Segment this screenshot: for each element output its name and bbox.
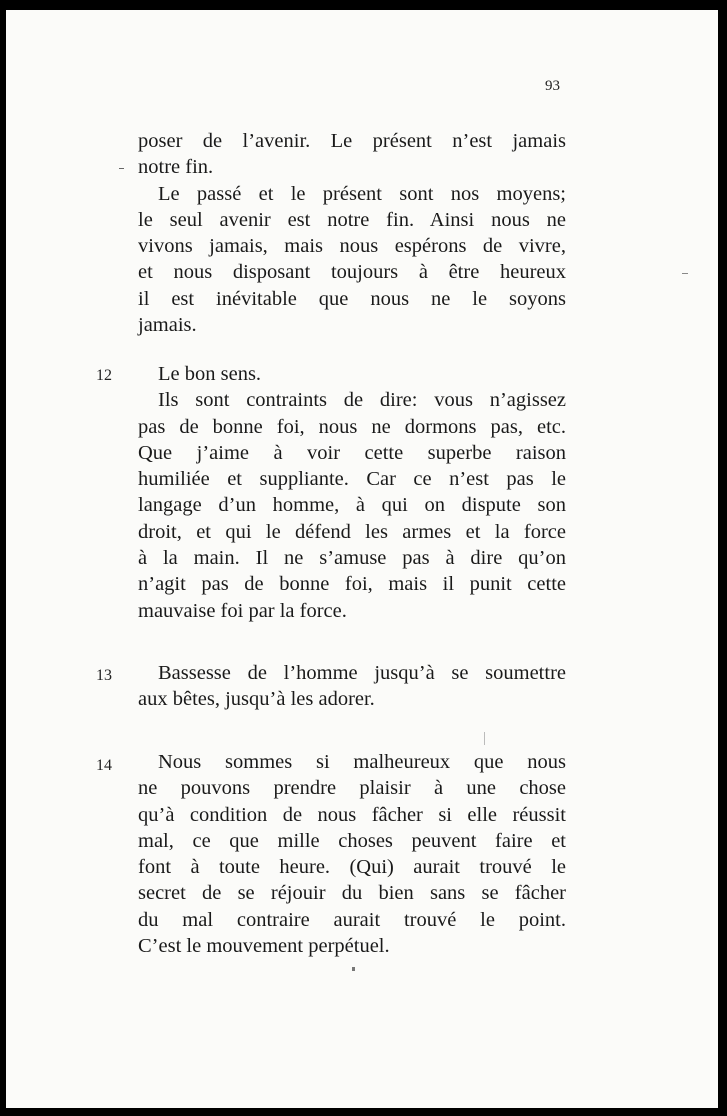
text-line: droit, et qui le défend les armes et la force — [138, 520, 566, 543]
text-line: Le bon sens. — [158, 363, 262, 385]
text-line: vivons jamais, mais nous espérons de vivre, — [138, 235, 566, 258]
intro-paragraph — [138, 128, 566, 338]
fragment-number: 13 — [96, 667, 112, 684]
text-line: notre fin. — [138, 156, 214, 179]
text-line: langage d’un homme, à qui on dispute son — [138, 494, 566, 517]
text-line: du mal contraire aurait trouvé le point. — [138, 908, 566, 931]
text-line: il est inévitable que nous ne le soyons — [138, 287, 566, 310]
fragment-14 — [138, 749, 566, 959]
tick-mark — [484, 732, 485, 745]
text-line: jamais. — [138, 314, 197, 337]
text-line: ne pouvons prendre plaisir à une chose — [138, 777, 566, 800]
text-line: Nous sommes si malheureux que nous — [158, 751, 566, 773]
ink-dot-mark — [352, 967, 355, 971]
text-line: Bassesse de l’homme jusqu’à se soumettre — [158, 662, 566, 684]
text-line: Le passé et le présent sont nos moyens; — [158, 182, 566, 205]
text-line: mauvaise foi par la force. — [138, 599, 347, 622]
page-number: 93 — [545, 78, 560, 94]
text-line: mal, ce que mille choses peuvent faire et — [138, 829, 566, 852]
fragment-number: 14 — [96, 757, 112, 774]
text-line: qu’à condition de nous fâcher si elle réussit — [138, 803, 566, 826]
fragment-12 — [138, 361, 566, 624]
side-dash-mark — [682, 273, 688, 274]
text-line: font à toute heure. (Qui) aurait trouvé le — [138, 856, 566, 879]
text-line: pas de bonne foi, nous ne dormons pas, etc. — [138, 415, 566, 438]
text-line: Ils sont contraints de dire: vous n’agissez — [158, 389, 566, 412]
text-line: à la main. Il ne s’amuse pas à dire qu’on — [138, 547, 566, 570]
text-line: et nous disposant toujours à être heureux — [138, 261, 566, 284]
text-line: n’agit pas de bonne foi, mais il punit cette — [138, 573, 566, 596]
text-line: Que j’aime à voir cette superbe raison — [138, 441, 566, 464]
text-line: humiliée et suppliante. Car ce n’est pas le — [138, 468, 566, 491]
text-line: C’est le mouvement perpétuel. — [138, 935, 390, 958]
fragment-number: 12 — [96, 367, 112, 384]
fragment-13 — [138, 660, 566, 713]
text-line: le seul avenir est notre fin. Ainsi nous ne — [138, 208, 566, 231]
margin-dash-mark — [119, 168, 124, 169]
text-line: poser de l’avenir. Le présent n’est jamais — [138, 130, 566, 152]
text-line: secret de se réjouir du bien sans se fâcher — [138, 882, 566, 905]
text-line: aux bêtes, jusqu’à les adorer. — [138, 688, 375, 711]
